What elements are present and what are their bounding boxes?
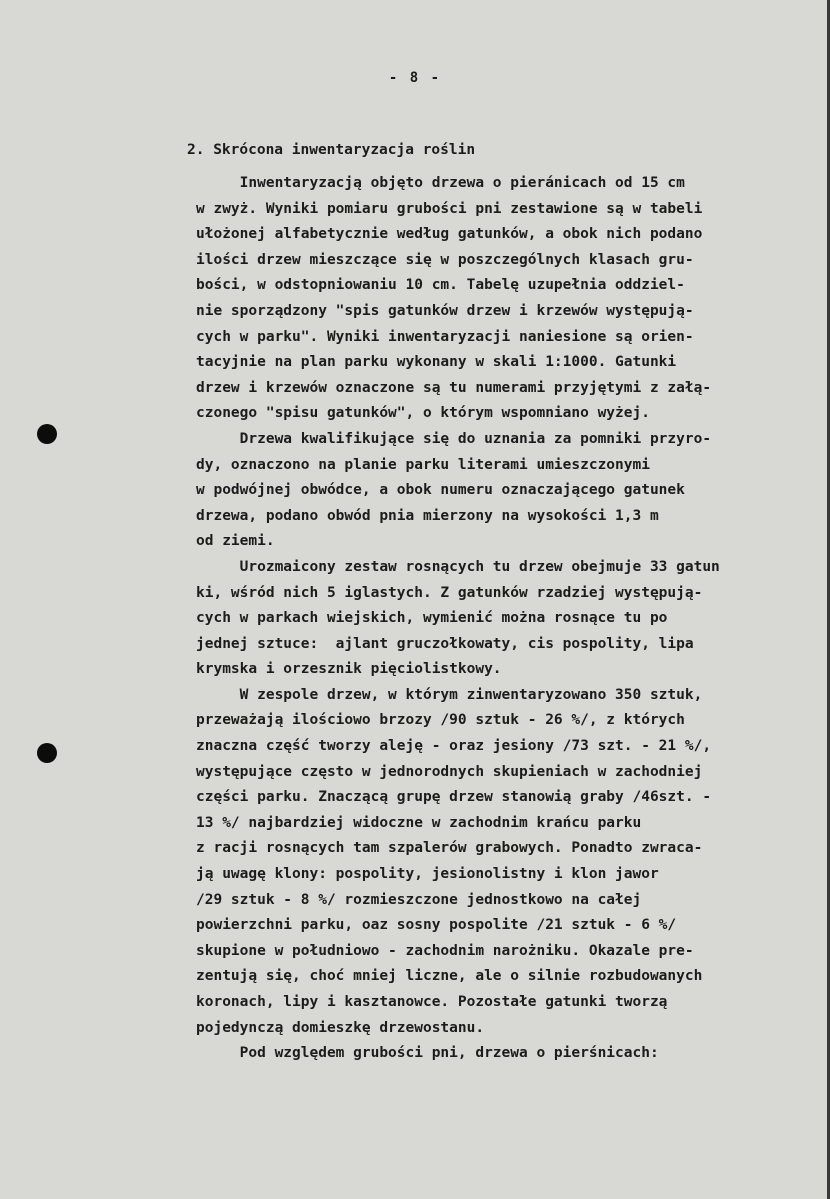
text-line: skupione w południowo - zachodnim narożniku. Okazale pre- <box>196 942 694 959</box>
text-line: drzewa, podano obwód pnia mierzony na wysokości 1,3 m <box>196 507 659 524</box>
text-line: ilości drzew mieszczące się w poszczególnych klasach gru- <box>196 251 694 268</box>
text-line: ki, wśród nich 5 iglastych. Z gatunków rzadziej występują- <box>196 584 703 601</box>
text-line: tacyjnie na plan parku wykonany w skali 1:1000. Gatunki <box>196 354 677 371</box>
text-line: z racji rosnących tam szpalerów grabowych. Ponadto zwraca- <box>196 840 703 857</box>
body-text <box>196 171 812 1067</box>
text-line: jednej sztuce: ajlant gruczołkowaty, cis pospolity, lipa <box>196 635 694 652</box>
text-line: w podwójnej obwódce, a obok numeru oznaczającego gatunek <box>196 482 685 499</box>
punch-hole-top <box>37 424 57 444</box>
text-line: części parku. Znaczącą grupę drzew stanowią graby /46szt. - <box>196 789 712 806</box>
text-line: krymska i orzesznik pięciolistkowy. <box>196 661 502 678</box>
text-line: czonego "spisu gatunków", o którym wspomniano wyżej. <box>196 405 650 422</box>
text-line: /29 sztuk - 8 %/ rozmieszczone jednostkowo na całej <box>196 891 642 908</box>
page-number: - 8 - <box>388 70 442 86</box>
text-line: koronach, lipy i kasztanowce. Pozostałe gatunki tworzą <box>196 994 668 1010</box>
text-line: Urozmaicony zestaw rosnących tu drzew obejmuje 33 gatun <box>196 558 720 575</box>
punch-hole-bottom <box>37 743 57 763</box>
section-heading: 2. Skrócona inwentaryzacja roślin <box>187 142 476 158</box>
text-line: nie sporządzony "spis gatunków drzew i krzewów występują- <box>196 302 694 319</box>
text-line: pojedynczą domieszkę drzewostanu. <box>196 1019 485 1036</box>
text-line: cych w parku". Wyniki inwentaryzacji naniesione są orien- <box>196 328 694 345</box>
text-line: ułożonej alfabetycznie według gatunków, a obok nich podano <box>196 226 703 243</box>
text-line: dy, oznaczono na planie parku literami umieszczonymi <box>196 456 650 473</box>
text-line: przeważają ilościowo brzozy /90 sztuk - 26 %/, z których <box>196 712 685 729</box>
text-line: w zwyż. Wyniki pomiaru grubości pni zestawione są w tabeli <box>196 200 703 217</box>
text-line: Drzewa kwalifikujące się do uznania za pomniki przyro- <box>196 430 712 447</box>
text-line: W zespole drzew, w którym zinwentaryzowano 350 sztuk, <box>196 686 703 703</box>
text-line: cych w parkach wiejskich, wymienić można rosnące tu po <box>196 610 668 627</box>
text-line: ją uwagę klony: pospolity, jesionolistny i klon jawor <box>196 866 659 883</box>
text-line: bości, w odstopniowaniu 10 cm. Tabelę uzupełnia oddziel- <box>196 277 685 294</box>
text-line: od ziemi. <box>196 533 275 550</box>
text-line: Inwentaryzacją objęto drzewa o pieránicach od 15 cm <box>196 175 685 191</box>
text-line: powierzchni parku, oaz sosny pospolite /21 sztuk - 6 %/ <box>196 917 677 934</box>
text-line: 13 %/ najbardziej widoczne w zachodnim krańcu parku <box>196 814 642 831</box>
text-line: występujące często w jednorodnych skupieniach w zachodniej <box>196 763 703 780</box>
text-line: drzew i krzewów oznaczone są tu numerami przyjętymi z załą- <box>196 379 712 396</box>
text-line: Pod względem grubości pni, drzewa o pierśnicach: <box>196 1045 659 1062</box>
text-line: znaczna część tworzy aleję - oraz jesiony /73 szt. - 21 %/, <box>196 738 712 755</box>
text-line: zentują się, choć mniej liczne, ale o silnie rozbudowanych <box>196 968 703 985</box>
